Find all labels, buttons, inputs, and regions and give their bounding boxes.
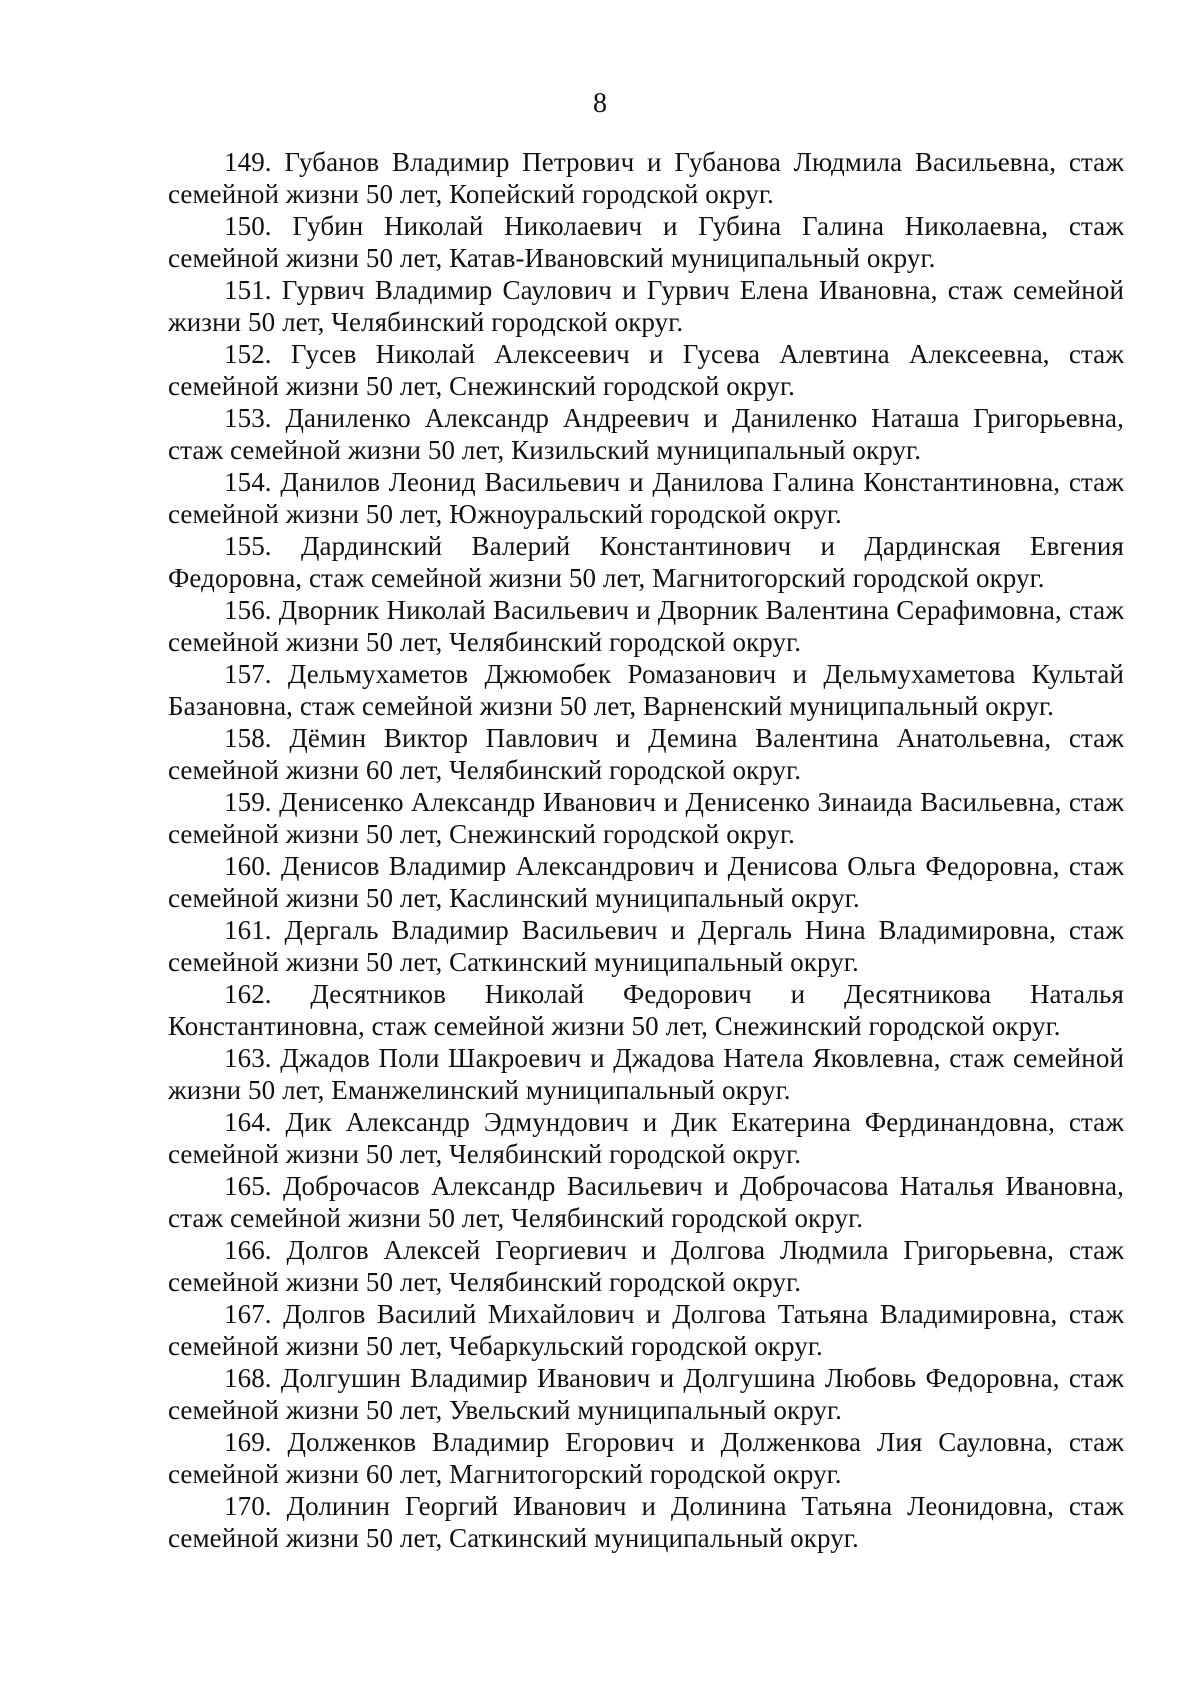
list-item: 154. Данилов Леонид Васильевич и Данилова Галина Константиновна, стаж семейной жизни 50 лет, Южноуральский городской округ. <box>168 467 1124 529</box>
list-item: 158. Дёмин Виктор Павлович и Демина Валентина Анатольевна, стаж семейной жизни 60 лет, Челябинский городской округ. <box>168 723 1124 785</box>
list-item: 152. Гусев Николай Алексеевич и Гусева Алевтина Алексеевна, стаж семейной жизни 50 лет, Снежинский городской округ. <box>168 339 1124 401</box>
list-item: 161. Дергаль Владимир Васильевич и Дергаль Нина Владимировна, стаж семейной жизни 50 лет, Саткинский муниципальный округ. <box>168 915 1124 977</box>
list-item: 157. Дельмухаметов Джюмобек Ромазанович и Дельмухаметова Культай Базановна, стаж семейной жизни 50 лет, Варненский муниципальный округ. <box>168 659 1124 721</box>
list-item: 153. Даниленко Александр Андреевич и Даниленко Наташа Григорьевна, стаж семейной жизни 50 лет, Кизильский муниципальный округ. <box>168 403 1124 465</box>
list-item: 159. Денисенко Александр Иванович и Денисенко Зинаида Васильевна, стаж семейной жизни 50 лет, Снежинский городской округ. <box>168 787 1124 849</box>
list-item: 169. Долженков Владимир Егорович и Долженкова Лия Сауловна, стаж семейной жизни 60 лет, Магнитогорский городской округ. <box>168 1427 1124 1489</box>
list-item: 149. Губанов Владимир Петрович и Губанова Людмила Васильевна, стаж семейной жизни 50 лет, Копейский городской округ. <box>168 147 1124 209</box>
list-item: 166. Долгов Алексей Георгиевич и Долгова Людмила Григорьевна, стаж семейной жизни 50 лет, Челябинский городской округ. <box>168 1235 1124 1297</box>
list-item: 151. Гурвич Владимир Саулович и Гурвич Елена Ивановна, стаж семейной жизни 50 лет, Челябинский городской округ. <box>168 275 1124 337</box>
entry-list <box>168 146 1124 1554</box>
page-number: 8 <box>593 88 607 119</box>
list-item: 156. Дворник Николай Васильевич и Дворник Валентина Серафимовна, стаж семейной жизни 50 лет, Челябинский городской округ. <box>168 595 1124 657</box>
list-item: 170. Долинин Георгий Иванович и Долинина Татьяна Леонидовна, стаж семейной жизни 50 лет, Саткинский муниципальный округ. <box>168 1491 1124 1553</box>
list-item: 167. Долгов Василий Михайлович и Долгова Татьяна Владимировна, стаж семейной жизни 50 лет, Чебаркульский городской округ. <box>168 1299 1124 1361</box>
list-item: 165. Доброчасов Александр Васильевич и Доброчасова Наталья Ивановна, стаж семейной жизни 50 лет, Челябинский городской округ. <box>168 1171 1124 1233</box>
list-item: 168. Долгушин Владимир Иванович и Долгушина Любовь Федоровна, стаж семейной жизни 50 лет, Увельский муниципальный округ. <box>168 1363 1124 1425</box>
list-item: 155. Дардинский Валерий Константинович и Дардинская Евгения Федоровна, стаж семейной жизни 50 лет, Магнитогорский городской округ. <box>168 531 1124 593</box>
list-item: 163. Джадов Поли Шакроевич и Джадова Натела Яковлевна, стаж семейной жизни 50 лет, Еманжелинский муниципальный округ. <box>168 1043 1124 1105</box>
list-item: 164. Дик Александр Эдмундович и Дик Екатерина Фердинандовна, стаж семейной жизни 50 лет, Челябинский городской округ. <box>168 1107 1124 1169</box>
list-item: 162. Десятников Николай Федорович и Десятникова Наталья Константиновна, стаж семейной жизни 50 лет, Снежинский городской округ. <box>168 979 1124 1041</box>
list-item: 150. Губин Николай Николаевич и Губина Галина Николаевна, стаж семейной жизни 50 лет, Катав-Ивановский муниципальный округ. <box>168 211 1124 273</box>
list-item: 160. Денисов Владимир Александрович и Денисова Ольга Федоровна, стаж семейной жизни 50 лет, Каслинский муниципальный округ. <box>168 851 1124 913</box>
